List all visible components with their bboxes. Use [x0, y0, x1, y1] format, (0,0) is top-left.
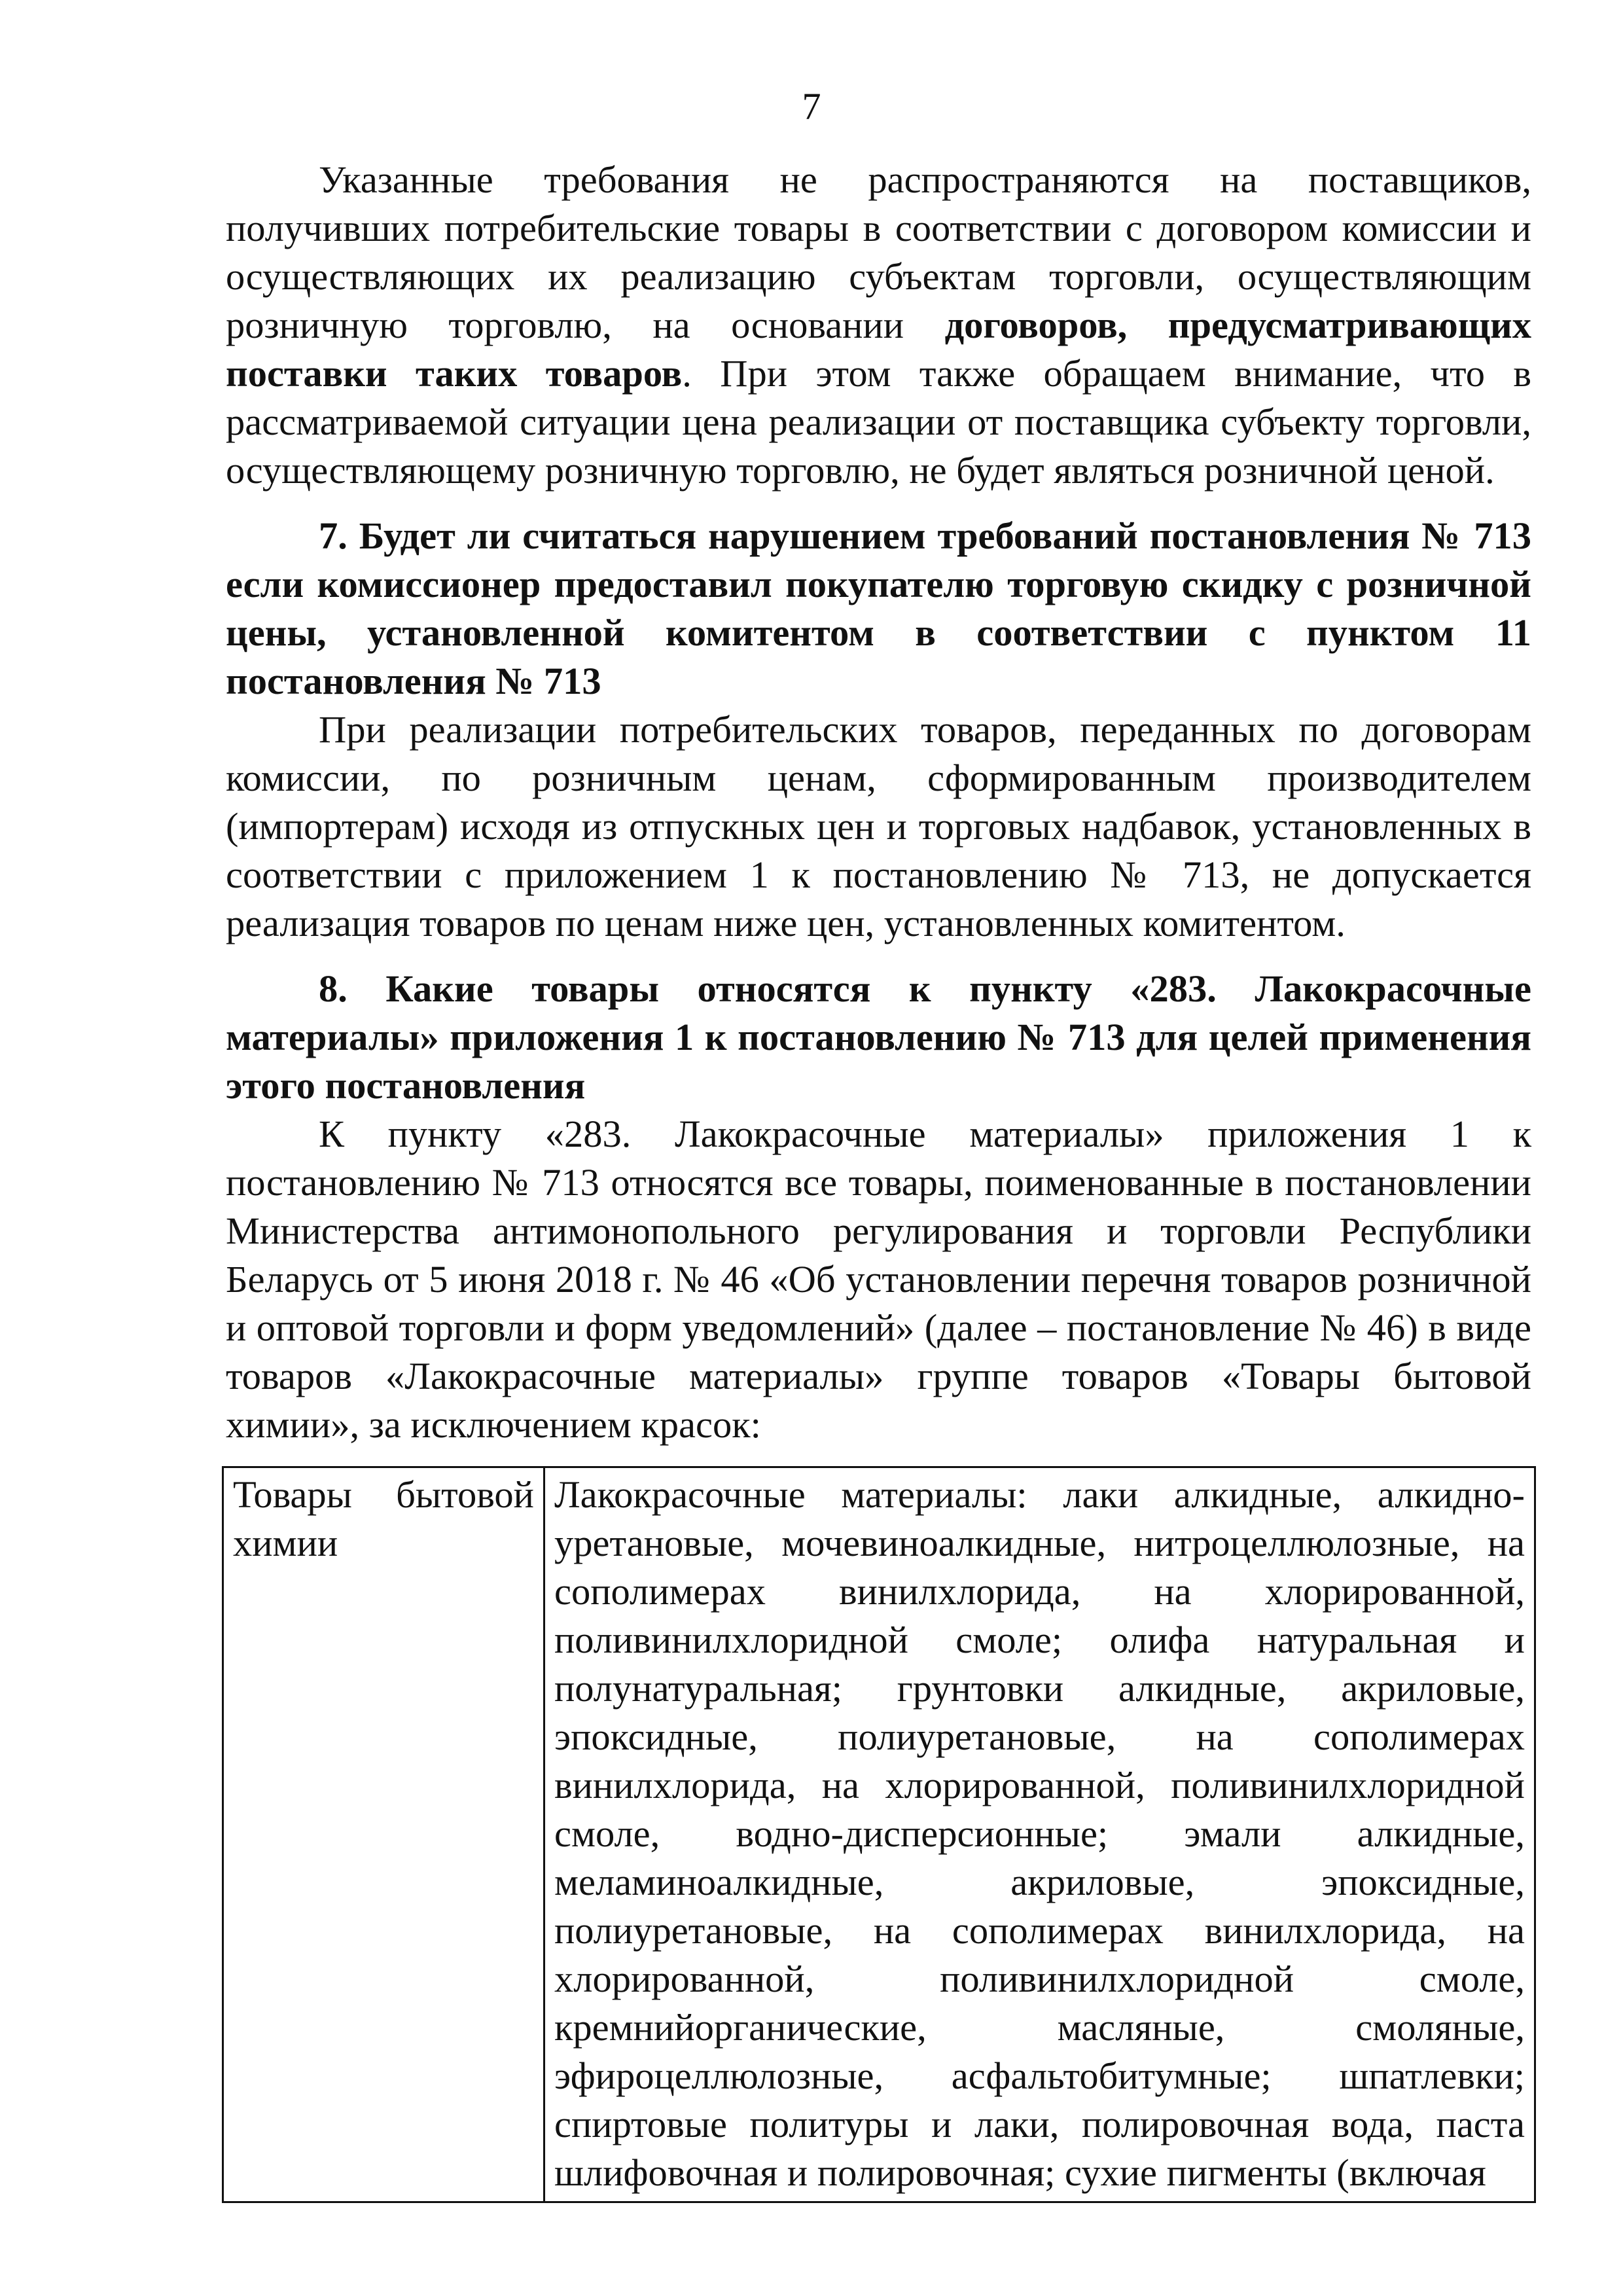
- table-cell-category: Товары бытовой химии: [223, 1467, 544, 2202]
- goods-table: [222, 1466, 1536, 2203]
- table-cell-description: Лакокрасочные материалы: лаки алкидные, алкидно-уретановые, мочевиноалкидные, нитроцеллюлозные, на сополимерах винилхлорида, на хлорированной, поливинилхлоридной смоле; олифа натуральная и полунатуральная; грунтовки алкидные, акриловые, эпоксидные, полиуретановые, на сополимерах винилхлорида, на хлорированной, поливинилхлоридной смоле, водно-дисперсионные; эмали алкидные, меламиноалкидные, акриловые, эпоксидные, полиуретановые, на сополимерах винилхлорида, на хлорированной, поливинилхлоридной смоле, кремнийорганические, масляные, смоляные, эфироцеллюлозные, асфальтобитумные; шпатлевки; спиртовые политуры и лаки, полировочная вода, паста шлифовочная и полировочная; сухие пигменты (включая: [544, 1467, 1535, 2202]
- question-8-heading: 8. Какие товары относятся к пункту «283. Лакокрасочные материалы» приложения 1 к постановлению № 713 для целей применения этого постановления: [226, 967, 1531, 1107]
- question-7-heading: 7. Будет ли считаться нарушением требований постановления № 713 если комиссионер предоставил покупателю торговую скидку с розничной цены, установленной комитентом в соответствии с пунктом 11 постановления № 713: [226, 514, 1531, 702]
- bold-emphasis: договоров, предусматривающих поставки таких товаров: [226, 304, 1531, 395]
- paragraph-suppliers: [226, 156, 1531, 495]
- table-row: [223, 1467, 1535, 2202]
- paragraph-text: Указанные требования не распространяются на поставщиков, получивших потребительские товары в соответствии с договором комиссии и осуществляющих их реализацию субъектам торговли, осуществляющим розничную торговлю, на основании: [226, 158, 1531, 346]
- question-8-answer: К пункту «283. Лакокрасочные материалы» приложения 1 к постановлению № 713 относятся все товары, поименованные в постановлении Министерства антимонопольного регулирования и торговли Республики Беларусь от 5 июня 2018 г. № 46 «Об установлении перечня товаров розничной и оптовой торговли и форм уведомлений» (далее – постановление № 46) в виде товаров «Лакокрасочные материалы» группе товаров «Товары бытовой химии», за исключением красок:: [226, 1113, 1531, 1446]
- page-number: 7: [802, 85, 821, 128]
- page-content: [226, 156, 1531, 2203]
- paragraph-text: . При этом также обращаем внимание, что в рассматриваемой ситуации цена реализации от поставщика субъекту торговли, осуществляющему розничную торговлю, не будет являться розничной ценой.: [226, 352, 1531, 492]
- question-7-answer: При реализации потребительских товаров, переданных по договорам комиссии, по розничным ценам, сформированным производителем (импортерам) исходя из отпускных цен и торговых надбавок, установленных в соответствии с приложением 1 к постановлению № 713, не допускается реализация товаров по ценам ниже цен, установленных комитентом.: [226, 708, 1531, 944]
